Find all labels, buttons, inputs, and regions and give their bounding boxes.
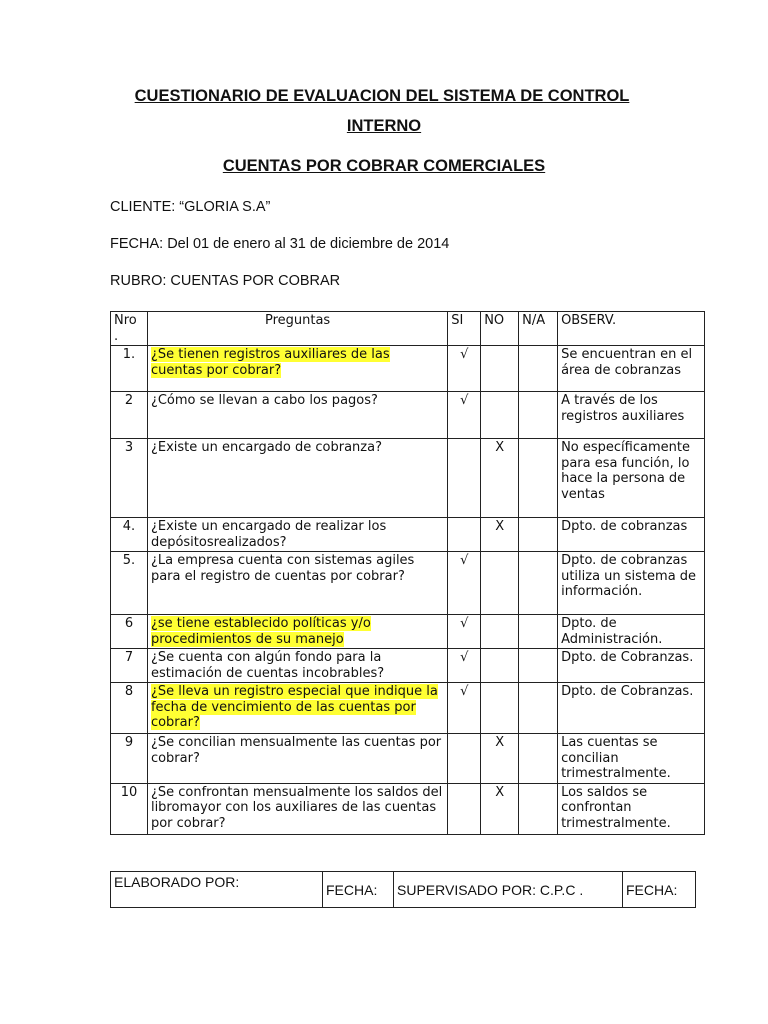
row-question (147, 783, 447, 834)
row-observation (558, 439, 705, 518)
row-observation (558, 615, 705, 649)
table-row (111, 439, 705, 518)
date-cell-1: FECHA: (323, 872, 394, 908)
row-number-text: 4. (122, 519, 136, 534)
row-si (448, 518, 481, 552)
row-na (519, 346, 558, 392)
row-number-text: 6 (124, 616, 134, 631)
table-row (111, 615, 705, 649)
row-si-text: √ (460, 393, 469, 408)
table-header-row (111, 312, 705, 346)
row-question-text: ¿Se cuenta con algún fondo para la estimación de cuentas incobrables? (150, 650, 385, 681)
questionnaire-table (110, 311, 705, 835)
row-question-text: ¿Se confrontan mensualmente los saldos del libromayor con los auxiliares de las cuentas por cobrar? (150, 784, 443, 831)
row-observation (558, 683, 705, 734)
row-si (448, 392, 481, 439)
header-si: SI (448, 312, 481, 346)
row-no (481, 683, 519, 734)
row-observation (558, 392, 705, 439)
table-row (111, 683, 705, 734)
row-observation (558, 346, 705, 392)
row-si (448, 683, 481, 734)
row-no (481, 552, 519, 615)
document-title-line2: INTERNO (346, 117, 422, 135)
header-nro: Nro . (111, 312, 148, 346)
row-question (147, 552, 447, 615)
row-si (448, 783, 481, 834)
table-body (111, 346, 705, 835)
row-number-text: 7 (124, 650, 134, 665)
row-question (147, 518, 447, 552)
table-row (111, 783, 705, 834)
row-na (519, 392, 558, 439)
row-number (111, 683, 148, 734)
row-question-text: ¿Existe un encargado de cobranza? (150, 440, 382, 455)
row-no (481, 783, 519, 834)
row-observation-text: Dpto. de Cobranzas. (561, 684, 694, 699)
header-preguntas: Preguntas (147, 312, 447, 346)
row-si-text: √ (460, 553, 469, 568)
row-no (481, 734, 519, 784)
row-observation-text: A través de los registros auxiliares (561, 393, 685, 424)
row-si (448, 439, 481, 518)
row-question (147, 392, 447, 439)
supervised-by-cell: SUPERVISADO POR: C.P.C . (394, 872, 623, 908)
row-number (111, 346, 148, 392)
table-row (111, 552, 705, 615)
table-row (111, 392, 705, 439)
row-question (147, 734, 447, 784)
row-number-text: 9 (124, 735, 134, 750)
row-observation (558, 552, 705, 615)
row-question-text: ¿Existe un encargado de realizar los depósitosrealizados? (150, 519, 387, 550)
row-question-text: ¿se tiene establecido políticas y/o procedimientos de su manejo (150, 616, 371, 647)
category-line: RUBRO: CUENTAS POR COBRAR (110, 273, 341, 289)
row-si (448, 734, 481, 784)
row-na (519, 783, 558, 834)
row-na (519, 615, 558, 649)
row-number (111, 783, 148, 834)
row-number (111, 615, 148, 649)
row-number (111, 439, 148, 518)
row-no-text: X (495, 735, 505, 750)
row-number (111, 552, 148, 615)
row-si-text: √ (460, 616, 469, 631)
client-line: CLIENTE: “GLORIA S.A” (110, 199, 271, 215)
row-question-text: ¿Se concilian mensualmente las cuentas por cobrar? (150, 735, 442, 766)
row-no (481, 518, 519, 552)
row-question (147, 615, 447, 649)
row-question-text: ¿Se lleva un registro especial que indique la fecha de vencimiento de las cuentas por cobrar? (150, 684, 438, 730)
row-no (481, 392, 519, 439)
header-observ: OBSERV. (558, 312, 705, 346)
row-question-text: ¿Se tienen registros auxiliares de las cuentas por cobrar? (150, 347, 390, 378)
table-row (111, 734, 705, 784)
row-number (111, 734, 148, 784)
document-title-line1: CUESTIONARIO DE EVALUACION DEL SISTEMA DE CONTROL (134, 87, 630, 105)
row-number-text: 5. (122, 553, 136, 568)
row-si-text: √ (460, 684, 469, 699)
table-row (111, 649, 705, 683)
row-no-text: X (495, 440, 505, 455)
row-number (111, 392, 148, 439)
row-na (519, 683, 558, 734)
row-si (448, 552, 481, 615)
header-na: N/A (519, 312, 558, 346)
row-si-text: √ (460, 347, 469, 362)
row-question (147, 649, 447, 683)
row-observation (558, 734, 705, 784)
row-number-text: 3 (124, 440, 134, 455)
row-observation (558, 783, 705, 834)
row-no-text: X (495, 784, 505, 800)
row-si (448, 615, 481, 649)
row-observation-text: Dpto. de Administración. (561, 616, 663, 647)
row-na (519, 649, 558, 683)
row-no-text: X (495, 519, 505, 534)
row-number-text: 10 (120, 784, 138, 800)
row-na (519, 518, 558, 552)
row-number (111, 649, 148, 683)
row-observation (558, 649, 705, 683)
row-si (448, 649, 481, 683)
date-line: FECHA: Del 01 de enero al 31 de diciembre de 2014 (110, 236, 450, 252)
table-row (111, 518, 705, 552)
row-question-text: ¿Cómo se llevan a cabo los pagos? (150, 393, 378, 408)
row-number (111, 518, 148, 552)
row-no (481, 439, 519, 518)
row-na (519, 734, 558, 784)
row-observation-text: Dpto. de cobranzas utiliza un sistema de información. (561, 553, 697, 599)
row-si (448, 346, 481, 392)
row-number-text: 2 (124, 393, 134, 408)
row-observation-text: Los saldos se confrontan trimestralmente. (561, 784, 671, 831)
row-no (481, 615, 519, 649)
row-question-text: ¿La empresa cuenta con sistemas agiles para el registro de cuentas por cobrar? (150, 553, 415, 584)
row-number-text: 1. (122, 347, 136, 362)
row-no (481, 346, 519, 392)
row-si-text: √ (460, 650, 469, 665)
row-observation-text: Se encuentran en el área de cobranzas (561, 347, 693, 378)
row-na (519, 552, 558, 615)
row-no (481, 649, 519, 683)
row-observation-text: Dpto. de cobranzas (561, 519, 688, 534)
signature-table (110, 871, 696, 908)
row-number-text: 8 (124, 684, 134, 699)
date-cell-2: FECHA: (623, 872, 696, 908)
row-observation (558, 518, 705, 552)
prepared-by-cell: ELABORADO POR: (111, 872, 323, 908)
row-observation-text: Las cuentas se concilian trimestralmente. (561, 735, 671, 781)
row-question (147, 346, 447, 392)
table-row (111, 346, 705, 392)
row-observation-text: No específicamente para esa función, lo hace la persona de ventas (561, 440, 690, 502)
header-no: NO (481, 312, 519, 346)
row-question (147, 439, 447, 518)
row-question (147, 683, 447, 734)
document-subtitle: CUENTAS POR COBRAR COMERCIALES (222, 157, 546, 175)
row-na (519, 439, 558, 518)
row-observation-text: Dpto. de Cobranzas. (561, 650, 694, 665)
